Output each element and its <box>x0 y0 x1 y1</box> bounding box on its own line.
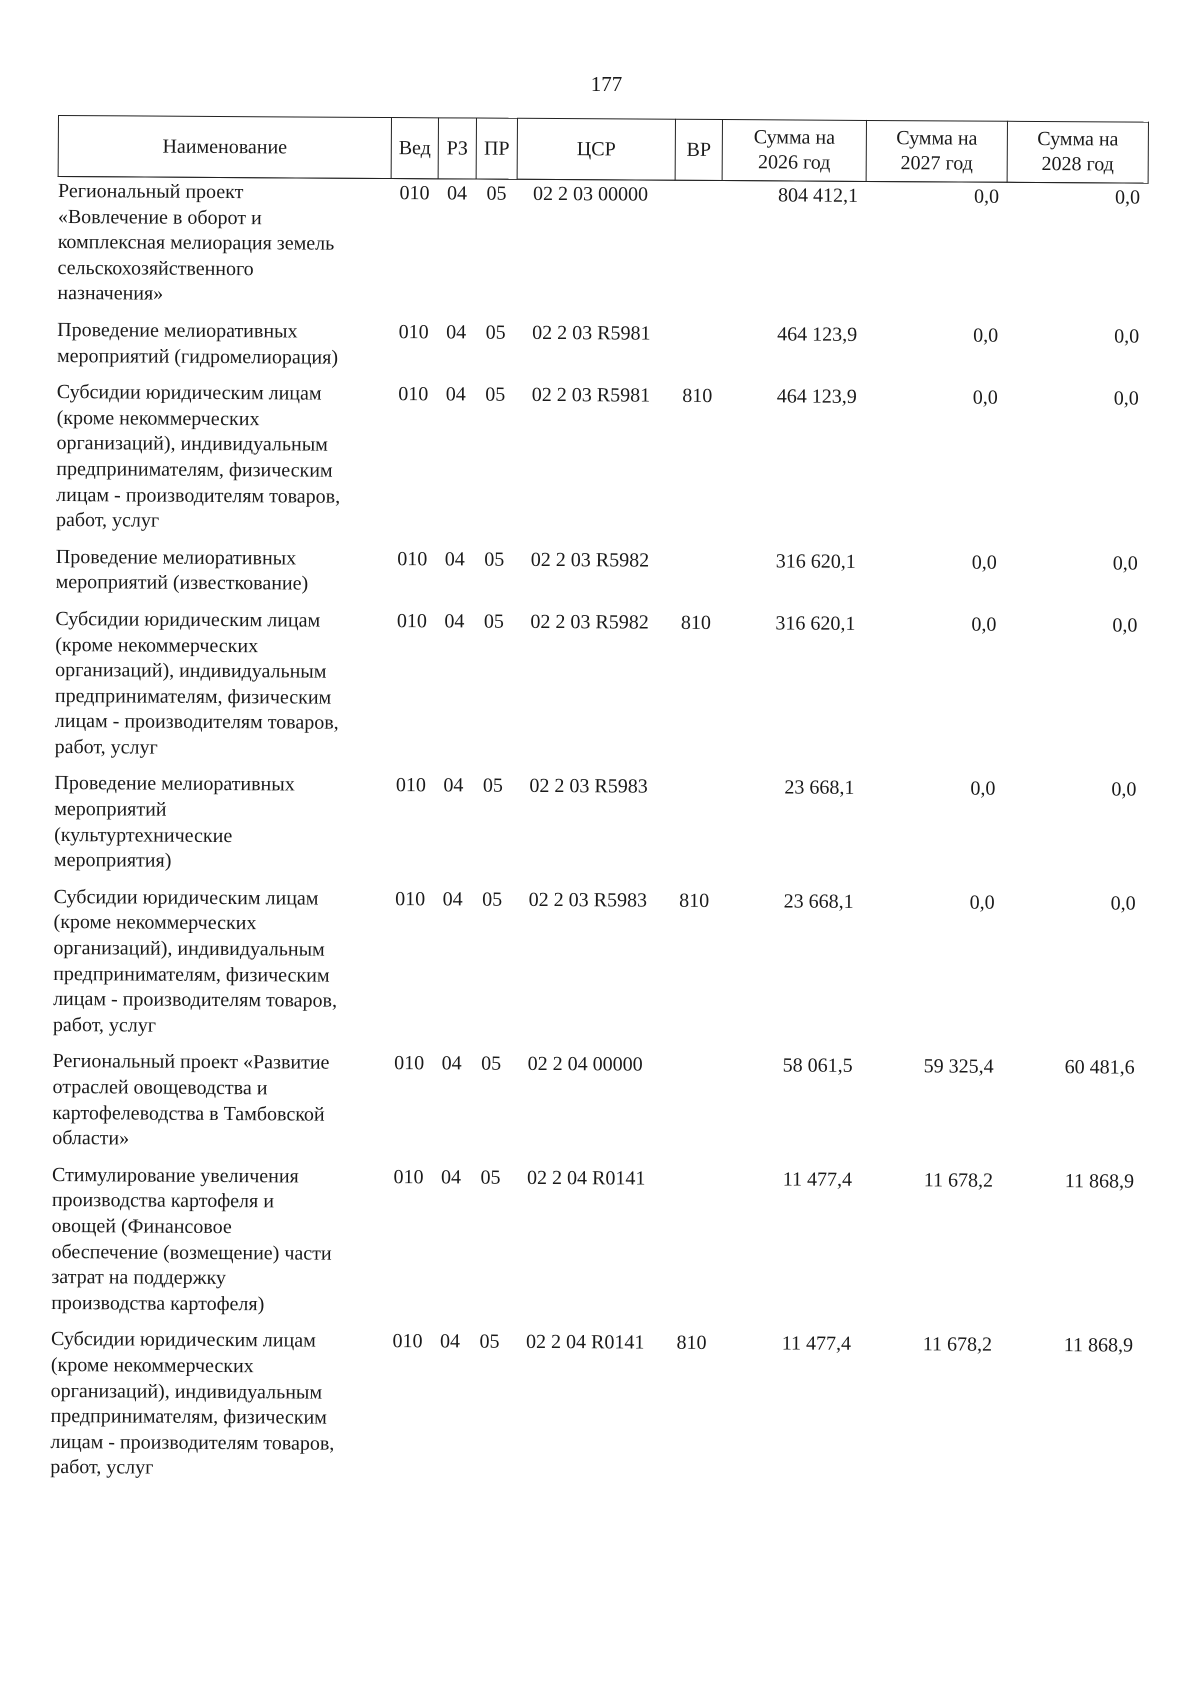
row-name-line: овощей (Финансовое <box>51 1214 232 1239</box>
row-name-line: назначения» <box>57 282 164 306</box>
row-rz: 04 <box>444 548 465 571</box>
row-csr: 02 2 03 R5981 <box>532 321 651 345</box>
budget-table <box>50 115 1149 1497</box>
row-vr <box>672 546 719 608</box>
row-name-line: отраслей овощеводства и <box>52 1075 268 1100</box>
document-body <box>50 115 1149 1497</box>
row-name <box>56 543 389 607</box>
row-vr <box>668 1165 716 1330</box>
row-name <box>57 316 390 380</box>
header-pr: ПР <box>476 118 517 179</box>
row-sum-2026: 316 620,1 <box>775 612 856 635</box>
row-sum-2026: 11 477,4 <box>782 1168 853 1191</box>
table-row <box>50 1325 1141 1496</box>
row-csr: 02 2 03 R5982 <box>530 548 650 572</box>
header-sum-2027 <box>866 120 1007 182</box>
row-name-line: Субсидии юридическим лицам <box>55 607 321 632</box>
row-sum-2026: 804 412,1 <box>777 184 859 207</box>
row-name-line: Проведение мелиоративных <box>55 545 297 570</box>
row-vr: 810 <box>679 889 710 912</box>
row-rz: 04 <box>442 888 463 911</box>
row-sum-2028: 0,0 <box>1112 614 1138 637</box>
row-csr: 02 2 03 00000 <box>532 182 649 206</box>
row-name-line: работ, услуг <box>55 509 160 532</box>
header-sum-2028-line2: 2028 год <box>1041 153 1114 176</box>
row-ved: 010 <box>395 887 426 911</box>
row-sum-2026: 23 668,1 <box>783 890 854 913</box>
table-row <box>57 177 1148 323</box>
row-sum-2026: 464 123,9 <box>776 385 857 409</box>
row-vr: 810 <box>680 611 711 634</box>
row-rz: 04 <box>446 321 467 344</box>
row-name-line: предпринимателям, физическим <box>53 962 330 987</box>
table-row <box>52 1047 1143 1167</box>
row-name-line: (кроме некоммерческих <box>53 911 257 935</box>
row-name-line: производства картофеля и <box>51 1189 275 1213</box>
page-number: 177 <box>590 72 623 96</box>
row-name-line: предпринимателям, физическим <box>50 1405 327 1429</box>
row-sum-2027: 59 325,4 <box>923 1055 994 1079</box>
row-vr <box>674 320 721 382</box>
row-name <box>53 883 387 1050</box>
row-pr: 05 <box>481 1053 502 1076</box>
row-name-line: картофелеводства в Тамбовской <box>52 1101 325 1126</box>
row-name-line: производства картофеля) <box>51 1291 265 1316</box>
header-sum-2027-line1: Сумма на <box>896 127 978 150</box>
row-sum-2026: 464 123,9 <box>777 323 858 346</box>
row-name-line: лицам - производителям товаров, <box>50 1430 335 1455</box>
row-name <box>51 1161 385 1328</box>
row-vr <box>669 1051 717 1165</box>
row-name-line: мероприятий (известкование) <box>55 571 309 595</box>
row-name-line: организаций), индивидуальным <box>50 1379 323 1404</box>
row-pr: 05 <box>484 548 505 571</box>
header-sum-2026-line1: Сумма на <box>753 126 836 149</box>
row-sum-2027: 11 678,2 <box>922 1333 993 1357</box>
row-sum-2028: 60 481,6 <box>1064 1056 1135 1080</box>
row-csr: 02 2 03 R5981 <box>531 384 651 407</box>
row-sum-2027: 0,0 <box>970 778 996 801</box>
row-sum-2027: 0,0 <box>969 891 995 914</box>
row-name-line: мероприятий <box>54 798 167 821</box>
row-name-line: Субсидии юридическим лицам <box>50 1328 316 1352</box>
header-csr: ЦСР <box>517 118 675 180</box>
row-sum-2027: 11 678,2 <box>923 1169 994 1192</box>
row-pr: 05 <box>482 888 503 911</box>
row-pr: 05 <box>486 182 507 205</box>
row-name-line: «Вовлечение в оборот и <box>57 205 262 229</box>
row-csr: 02 2 04 00000 <box>527 1053 643 1076</box>
row-sum-2028: 0,0 <box>1113 387 1139 410</box>
row-pr: 05 <box>479 1330 500 1354</box>
row-name-line: Проведение мелиоративных <box>57 318 298 343</box>
row-csr: 02 2 03 R5982 <box>530 610 649 634</box>
row-csr: 02 2 04 R0141 <box>526 1166 646 1190</box>
table-body <box>50 177 1148 1497</box>
row-vr: 810 <box>682 384 713 408</box>
row-sum-2026: 316 620,1 <box>775 550 856 573</box>
table-row <box>51 1161 1142 1332</box>
row-sum-2027: 0,0 <box>971 613 997 636</box>
row-ved: 010 <box>397 547 428 570</box>
row-name-line: лицам - производителям товаров, <box>53 988 338 1012</box>
row-ved: 010 <box>396 609 427 633</box>
row-name-line: (культуртехнические <box>54 823 233 847</box>
row-name-line: работ, услуг <box>54 735 158 759</box>
row-vr: 810 <box>676 1332 707 1355</box>
header-sum-2026-line2: 2026 год <box>758 151 831 174</box>
header-sum-2028 <box>1007 121 1148 183</box>
row-csr: 02 2 03 R5983 <box>529 775 648 799</box>
table-row <box>57 316 1147 385</box>
header-vr: ВР <box>675 119 722 180</box>
row-ved: 010 <box>398 383 429 406</box>
row-pr: 05 <box>482 775 503 798</box>
table-row <box>56 378 1147 549</box>
row-rz: 04 <box>446 182 468 205</box>
header-sum-2027-line2: 2027 год <box>900 152 973 175</box>
row-ved: 010 <box>392 1330 423 1353</box>
row-name-line: Стимулирование увеличения <box>51 1163 299 1188</box>
row-name-line: предпринимателям, физическим <box>56 457 333 482</box>
row-name-line: обеспечение (возмещение) части <box>51 1240 332 1265</box>
row-pr: 05 <box>480 1166 501 1189</box>
row-rz: 04 <box>443 774 464 797</box>
row-rz: 04 <box>441 1052 462 1075</box>
row-name-line: комплексная мелиорация земель <box>57 231 335 255</box>
header-rz: РЗ <box>438 118 476 179</box>
header-sum-2026 <box>722 120 866 182</box>
row-rz: 04 <box>445 383 466 406</box>
row-name-line: мероприятия) <box>53 849 172 872</box>
row-ved: 010 <box>398 321 429 344</box>
row-name-line: работ, услуг <box>52 1013 157 1037</box>
row-sum-2028: 0,0 <box>1112 552 1138 575</box>
row-sum-2028: 0,0 <box>1114 325 1140 348</box>
row-name-line: лицам - производителям товаров, <box>54 710 339 735</box>
row-sum-2028: 0,0 <box>1114 186 1141 209</box>
row-name-line: работ, услуг <box>50 1456 154 1479</box>
row-sum-2026: 11 477,4 <box>781 1332 852 1356</box>
row-name-line: организаций), индивидуальным <box>56 432 328 456</box>
row-pr: 05 <box>485 321 506 344</box>
row-name-line: предпринимателям, физическим <box>54 684 332 709</box>
row-name-line: Субсидии юридическим лицам <box>53 885 319 910</box>
row-name-line: Региональный проект «Развитие <box>52 1050 330 1075</box>
row-rz: 04 <box>444 610 465 633</box>
row-name <box>54 769 388 884</box>
row-sum-2028: 0,0 <box>1111 778 1137 802</box>
row-name-line: сельскохозяйственного <box>57 256 254 280</box>
row-sum-2027: 0,0 <box>973 324 999 347</box>
row-name <box>56 378 390 545</box>
row-vr <box>671 773 719 887</box>
row-name-line: (кроме некоммерческих <box>56 406 260 430</box>
row-name-line: затрат на поддержку <box>51 1266 226 1290</box>
header-name: Наименование <box>58 116 391 179</box>
row-vr <box>674 180 722 320</box>
row-sum-2028: 0,0 <box>1110 892 1136 915</box>
row-ved: 010 <box>395 774 426 797</box>
row-pr: 05 <box>483 610 504 633</box>
row-sum-2028: 11 868,9 <box>1064 1169 1135 1193</box>
row-name-line: Проведение мелиоративных <box>54 772 295 796</box>
row-pr: 05 <box>485 383 506 406</box>
row-name-line: области» <box>52 1127 130 1150</box>
header-sum-2028-line1: Сумма на <box>1037 127 1119 151</box>
row-ved: 010 <box>394 1052 425 1075</box>
row-rz: 04 <box>439 1330 461 1353</box>
row-csr: 02 2 04 R0141 <box>525 1331 645 1354</box>
row-name-line: (кроме некоммерческих <box>55 633 259 657</box>
row-ved: 010 <box>393 1165 424 1189</box>
row-name <box>57 177 391 319</box>
table-header <box>58 116 1148 184</box>
row-rz: 04 <box>440 1166 462 1189</box>
header-ved: Вед <box>391 118 438 179</box>
row-name-line: мероприятий (гидромелиорация) <box>56 344 339 369</box>
row-sum-2027: 0,0 <box>971 551 997 574</box>
row-sum-2026: 58 061,5 <box>782 1054 853 1078</box>
row-name-line: лицам - производителям товаров, <box>56 483 341 508</box>
row-name-line: Региональный проект <box>57 180 244 204</box>
table-row <box>56 543 1146 612</box>
row-name <box>52 1047 386 1162</box>
row-sum-2028: 11 868,9 <box>1063 1334 1134 1357</box>
row-csr: 02 2 03 R5983 <box>528 888 648 912</box>
row-name-line: организаций), индивидуальным <box>53 937 325 961</box>
row-name <box>55 605 389 772</box>
row-name-line: организаций), индивидуальным <box>55 659 327 683</box>
row-sum-2026: 23 668,1 <box>784 776 855 800</box>
table-row <box>54 769 1145 889</box>
row-name-line: (кроме некоммерческих <box>50 1353 254 1378</box>
table-row <box>55 605 1146 776</box>
row-sum-2027: 0,0 <box>973 185 1000 208</box>
row-name-line: Субсидии юридическим лицам <box>56 381 322 405</box>
table-row <box>53 883 1144 1054</box>
row-sum-2027: 0,0 <box>972 386 998 409</box>
row-name <box>50 1325 384 1492</box>
row-ved: 010 <box>399 182 430 205</box>
